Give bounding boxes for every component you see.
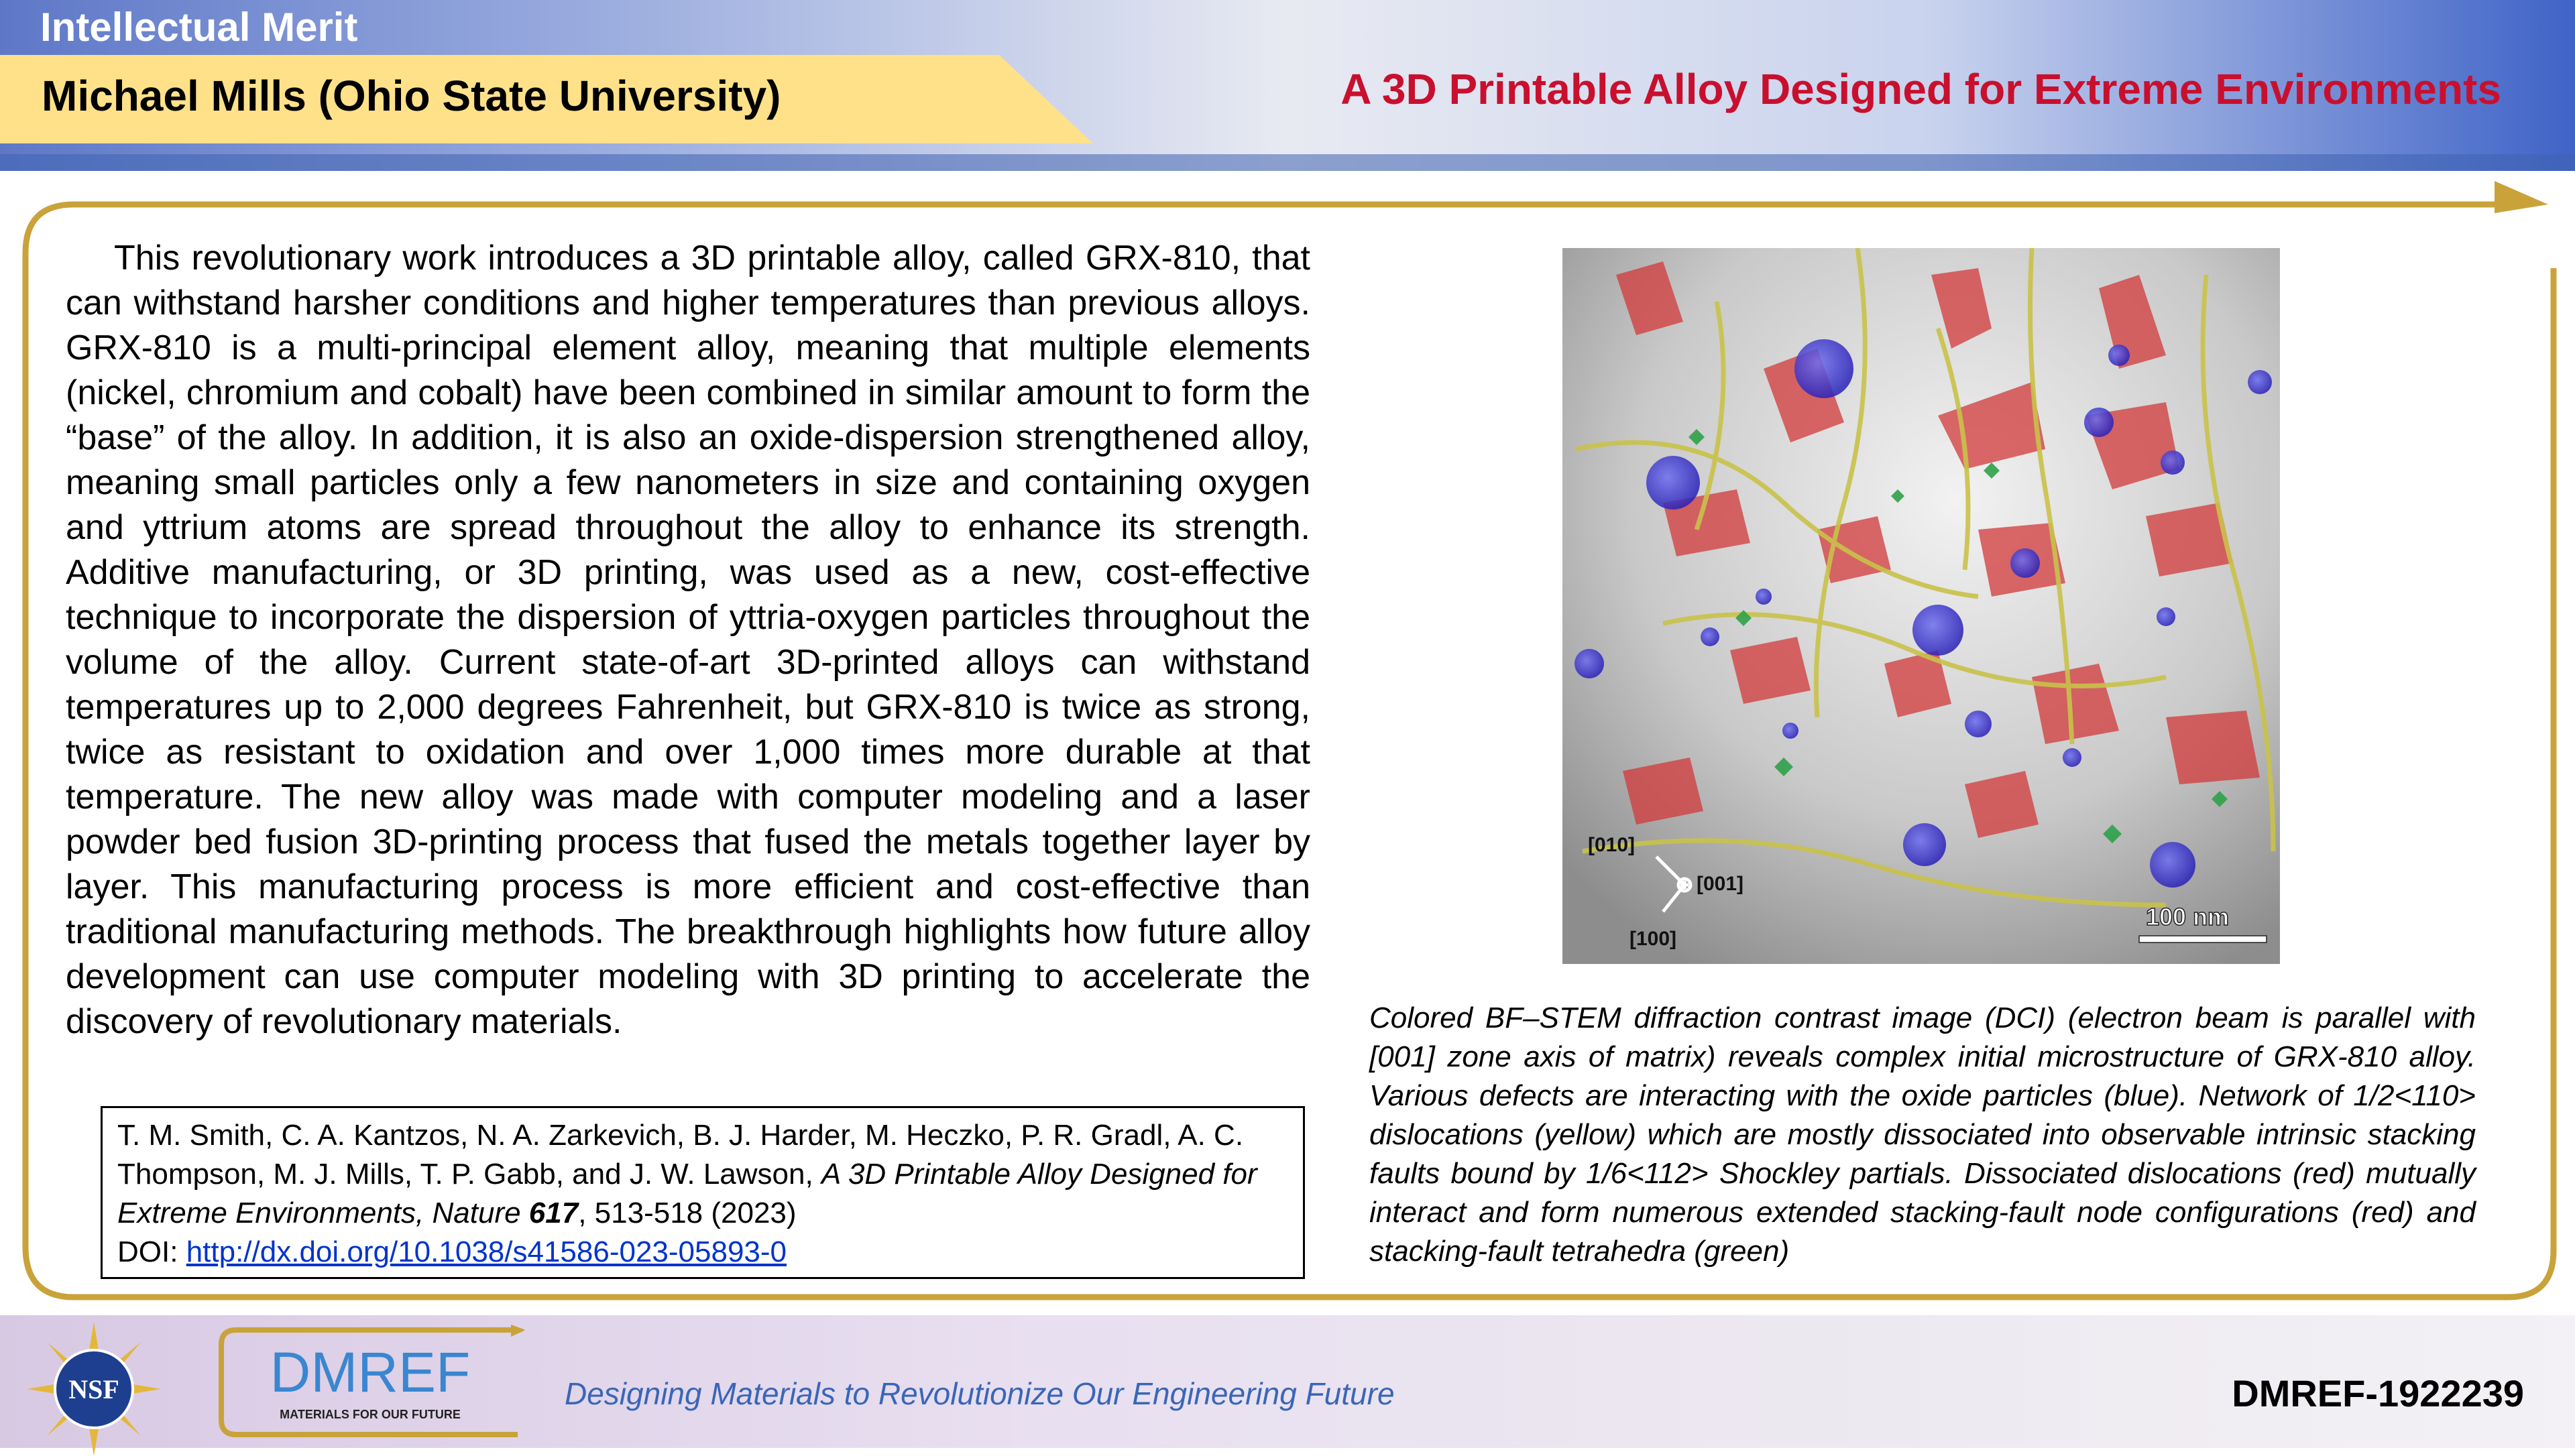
author-name: Michael Mills (Ohio State University) (42, 72, 781, 120)
award-id: DMREF-1922239 (2232, 1372, 2524, 1414)
dmref-text: DMREF (270, 1341, 471, 1404)
doi-link[interactable]: http://dx.doi.org/10.1038/s41586-023-05893-0 (186, 1235, 787, 1268)
footer-tagline: Designing Materials to Revolutionize Our Engineering Future (565, 1376, 1395, 1411)
header-underline (0, 154, 2575, 171)
axis-label-100: [100] (1629, 928, 1677, 950)
citation-authors: T. M. Smith, C. A. Kantzos, N. A. Zarkevich, B. J. Harder, M. Heczko, P. R. Gradl, A. C. Thompson, M. J. Mills, T. P. Gabb, and J. W. Lawson, (117, 1119, 1244, 1191)
citation-volume: 617 (528, 1197, 579, 1229)
main-description: This revolutionary work introduces a 3D printable alloy, called GRX-810, that can withstand harsher conditions and higher temperatures than previous alloys. GRX-810 is a multi-principal element alloy, meaning that multiple elements (nickel, chromium and cobalt) have been combined in similar amount to form the “base” of the alloy. In addition, it is also an oxide-dispersion strengthened alloy, meaning small particles only a few nanometers in size and containing oxygen and yttrium atoms are spread throughout the alloy to enhance its strength. Additive manufacturing, or 3D printing, was used as a new, cost-effective technique to incorporate the dispersion of yttria-oxygen particles throughout the volume of the alloy. Current state-of-art 3D-printed alloys can withstand temperatures up to 2,000 degrees Fahrenheit, but GRX-810 is twice as strong, twice as resistant to oxidation and over 1,000 times more durable at that temperature. The new alloy was made with computer modeling and a laser powder bed fusion 3D-printing process that fused the metals together layer by layer. This manufacturing process is more efficient and cost-effective than traditional manufacturing methods. The breakthrough highlights how future alloy development can use computer modeling with 3D printing to accelerate the discovery of revolutionary materials. (66, 239, 1310, 1041)
citation-title: A 3D Printable Alloy Designed for Extreme Environments, Nature (117, 1158, 1257, 1229)
citation-pages: , 513-518 (2023) (578, 1197, 797, 1229)
scale-bar (2139, 936, 2267, 943)
frame-arrowhead (2495, 181, 2548, 213)
project-title: A 3D Printable Alloy Designed for Extreme Environments (1340, 65, 2501, 113)
scale-bar-label: 100 nm (2146, 903, 2230, 930)
axis-label-010: [010] (1588, 834, 1636, 856)
nsf-text: NSF (68, 1374, 119, 1404)
dmref-arrowhead (511, 1325, 524, 1337)
dmref-logo (216, 1325, 524, 1440)
section-label: Intellectual Merit (40, 5, 358, 50)
stem-micrograph (1562, 248, 2280, 964)
figure-caption: Colored BF–STEM diffraction contrast image (DCI) (electron beam is parallel with [001] zone axis of matrix) reveals complex initial microstructure of GRX-810 alloy. Various defects are interacting with the oxide particles (blue). Network of 1/2<110> dislocations (yellow) which are mostly dissociated into observable intrinsic stacking faults bound by 1/6<112> Shockley partials. Dissociated dislocations (red) mutually interact and form numerous extended stacking-fault node configurations (red) and stacking-fault tetrahedra (green) (1369, 1002, 2476, 1268)
nsf-logo (27, 1322, 161, 1456)
axis-label-001: [001] (1697, 873, 1744, 895)
doi-label: DOI: (117, 1235, 186, 1268)
dmref-subtitle: MATERIALS FOR OUR FUTURE (280, 1408, 461, 1421)
citation-box (101, 1106, 1305, 1279)
